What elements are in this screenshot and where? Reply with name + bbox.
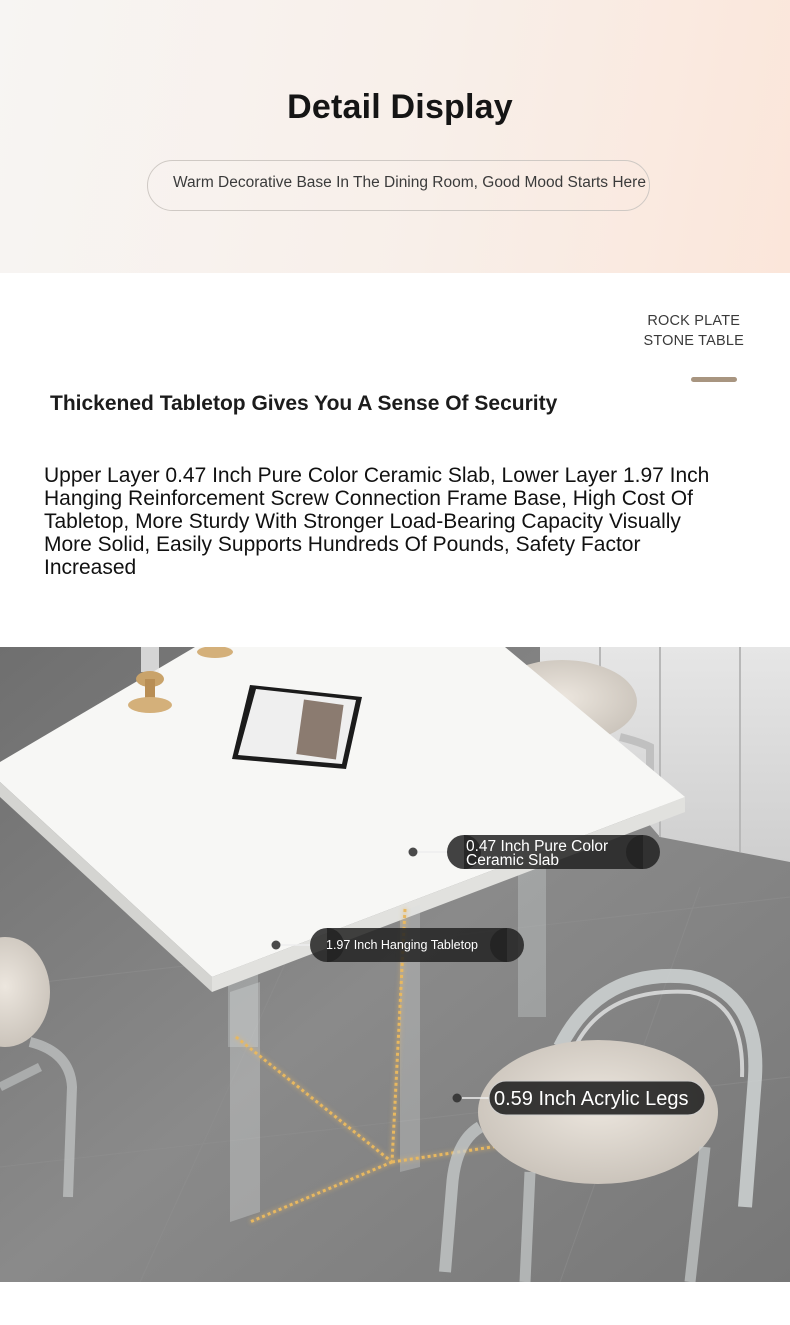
feature-heading: Thickened Tabletop Gives You A Sense Of Security: [50, 392, 558, 415]
header-banner: [0, 0, 790, 273]
callout-dot: [409, 848, 418, 857]
accent-bar: [691, 377, 737, 382]
callout-legs-label: 0.59 Inch Acrylic Legs: [494, 1088, 689, 1110]
callout-slab-line2: Ceramic Slab: [466, 852, 560, 869]
callout-dot: [453, 1094, 462, 1103]
footer-spacer: [0, 1282, 790, 1325]
page-title: Detail Display: [287, 88, 513, 126]
table-illustration: [0, 647, 790, 1282]
callout-tabletop-label: 1.97 Inch Hanging Tabletop: [326, 938, 478, 952]
product-tag-line1: ROCK PLATE: [647, 313, 741, 329]
product-tag: [643, 311, 744, 351]
product-tag-line2: STONE TABLE: [643, 333, 744, 349]
page-subtitle: Warm Decorative Base In The Dining Room, Good Mood Starts Here: [173, 174, 646, 191]
feature-description: Upper Layer 0.47 Inch Pure Color Ceramic Slab, Lower Layer 1.97 Inch Hanging Reinforcement Screw Connection Frame Base, High Cost Of Tabletop, More Sturdy With Stronger Load-Bearing Capacity Visually More Solid, Easily Supports Hundreds Of Pounds, Safety Factor Increased: [44, 464, 710, 579]
callout-dot: [272, 941, 281, 950]
feature-section: [0, 273, 790, 647]
magazine: [232, 685, 362, 769]
callout-slab-line1: 0.47 Inch Pure Color: [466, 838, 609, 855]
product-photo: [0, 647, 790, 1282]
